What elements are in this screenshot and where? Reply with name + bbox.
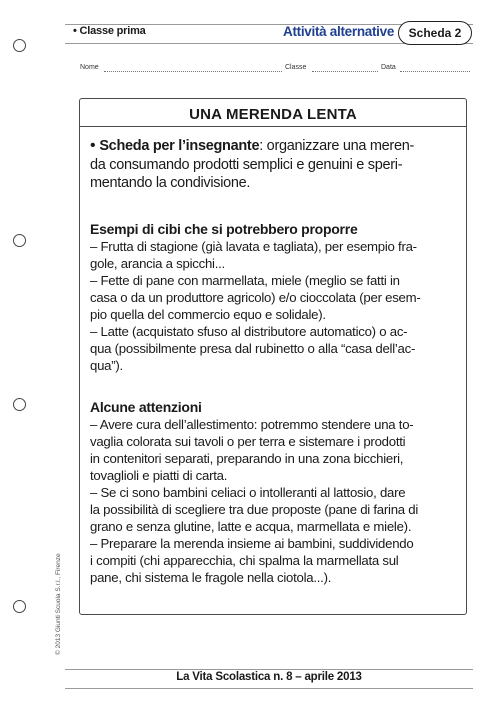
title-divider xyxy=(80,126,466,127)
intro-line-1-text: : organizzare una meren- xyxy=(259,138,415,154)
field-data-label: Data xyxy=(381,64,396,71)
text-line: – Avere cura dell’allestimento: potremmo stendere una to- xyxy=(90,417,414,432)
intro-bold-label: Scheda per l’insegnante xyxy=(99,138,260,154)
section-label: Attività alternative xyxy=(283,24,395,39)
section-examples xyxy=(90,221,456,374)
text-line: in contenitori separati, preparando in una zona bicchieri, xyxy=(90,451,404,466)
text-line: tovaglioli e piatti di carta. xyxy=(90,468,228,483)
student-fields xyxy=(80,64,480,76)
section-attention-title: Alcune attenzioni xyxy=(90,399,202,415)
scheda-badge: Scheda 2 xyxy=(398,21,472,45)
binder-hole-4 xyxy=(13,600,26,613)
text-line: – Se ci sono bambini celiaci o intolleranti al lattosio, dare xyxy=(90,485,406,500)
text-line: gole, arancia a spicchi... xyxy=(90,256,225,271)
intro-line-2: da consumando prodotti semplici e genuini e speri- xyxy=(90,156,403,173)
text-line: i compiti (chi apparecchia, chi spalma la marmellata sul xyxy=(90,553,399,568)
text-line: la possibilità di scegliere tra due proposte (pane di farina di xyxy=(90,502,419,517)
text-line: – Preparare la merenda insieme ai bambini, suddividendo xyxy=(90,536,414,551)
text-line: – Fette di pane con marmellata, miele (meglio se fatti in xyxy=(90,273,400,288)
binder-hole-2 xyxy=(13,234,26,247)
intro-paragraph xyxy=(90,137,456,193)
section-examples-title: Esempi di cibi che si potrebbero proporre xyxy=(90,221,358,237)
text-line: casa o da un produttore agricolo) e/o cioccolata (per esem- xyxy=(90,290,421,305)
class-label: • Classe prima xyxy=(73,25,146,37)
text-line: pio quella del commercio equo e solidale). xyxy=(90,307,326,322)
field-classe-line[interactable] xyxy=(312,71,378,72)
text-line: qua”). xyxy=(90,358,123,373)
intro-line-1 xyxy=(90,137,456,156)
bullet-icon: • xyxy=(90,137,96,154)
field-classe-label: Classe xyxy=(285,64,307,71)
text-line: grano e senza glutine, latte e acqua, marmellata e miele). xyxy=(90,519,412,534)
text-line: – Latte (acquistato sfuso al distributore automatico) o ac- xyxy=(90,324,408,339)
content-card xyxy=(79,98,467,615)
text-line: vaglia colorata sui tavoli o per terra e sistemare i prodotti xyxy=(90,434,406,449)
binder-hole-3 xyxy=(13,398,26,411)
binder-hole-1 xyxy=(13,39,26,52)
intro-line-3: mentando la condivisione. xyxy=(90,175,251,191)
field-nome-line[interactable] xyxy=(104,71,282,72)
field-data-line[interactable] xyxy=(400,71,470,72)
footer-publication: La Vita Scolastica n. 8 – aprile 2013 xyxy=(176,671,362,683)
card-title: UNA MERENDA LENTA xyxy=(189,106,357,123)
footer-bar xyxy=(65,669,473,689)
text-line: – Frutta di stagione (già lavata e tagliata), per esempio fra- xyxy=(90,239,417,254)
text-line: pane, chi sistema le fragole nella ciotola...). xyxy=(90,570,332,585)
field-nome-label: Nome xyxy=(80,64,99,71)
text-line: qua (possibilmente presa dal rubinetto o alla “casa dell’ac- xyxy=(90,341,416,356)
copyright-note: © 2013 Giunti Scuola S.r.l., Firenze xyxy=(55,553,62,655)
section-attention xyxy=(90,399,456,586)
